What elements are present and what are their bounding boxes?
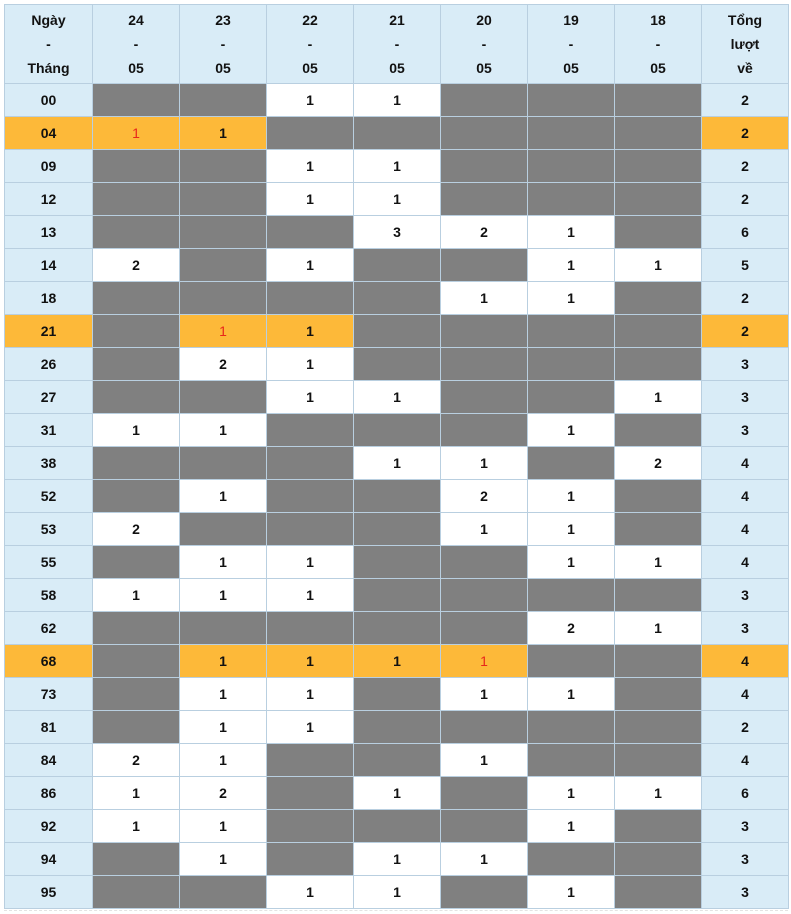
count-cell: 1 <box>180 546 267 579</box>
count-cell <box>93 645 180 678</box>
count-cell: 1 <box>354 843 441 876</box>
count-cell <box>93 216 180 249</box>
row-number: 73 <box>5 678 93 711</box>
row-number: 21 <box>5 315 93 348</box>
count-cell <box>615 183 702 216</box>
count-cell <box>354 678 441 711</box>
row-total: 2 <box>702 150 789 183</box>
count-cell <box>441 117 528 150</box>
row-total: 6 <box>702 216 789 249</box>
count-cell <box>93 843 180 876</box>
table-row <box>5 249 789 282</box>
count-cell: 1 <box>180 678 267 711</box>
row-total: 2 <box>702 282 789 315</box>
count-cell: 1 <box>180 579 267 612</box>
count-cell <box>180 282 267 315</box>
count-cell: 1 <box>267 348 354 381</box>
table-body <box>5 84 789 909</box>
count-cell <box>93 612 180 645</box>
count-cell <box>267 216 354 249</box>
count-cell <box>93 711 180 744</box>
row-number: 12 <box>5 183 93 216</box>
count-cell <box>441 183 528 216</box>
count-cell: 1 <box>615 249 702 282</box>
count-cell <box>528 711 615 744</box>
count-cell <box>615 678 702 711</box>
count-cell: 1 <box>615 546 702 579</box>
row-number: 86 <box>5 777 93 810</box>
count-cell: 1 <box>180 117 267 150</box>
count-cell: 1 <box>441 282 528 315</box>
count-cell <box>441 84 528 117</box>
count-cell <box>267 447 354 480</box>
count-cell: 1 <box>180 744 267 777</box>
row-total: 4 <box>702 678 789 711</box>
header-total: Tổng lượt về <box>702 5 789 84</box>
count-cell <box>615 711 702 744</box>
count-cell: 2 <box>615 447 702 480</box>
count-cell <box>528 447 615 480</box>
row-total: 4 <box>702 513 789 546</box>
row-number: 13 <box>5 216 93 249</box>
table-row <box>5 546 789 579</box>
count-cell: 2 <box>180 348 267 381</box>
count-cell: 1 <box>354 183 441 216</box>
count-cell: 1 <box>267 381 354 414</box>
count-cell <box>180 612 267 645</box>
count-cell: 1 <box>180 480 267 513</box>
row-total: 2 <box>702 84 789 117</box>
header-date-1: 23 - 05 <box>180 5 267 84</box>
row-number: 31 <box>5 414 93 447</box>
count-cell <box>528 315 615 348</box>
count-cell <box>93 447 180 480</box>
count-cell <box>354 579 441 612</box>
header-date-3: 21 - 05 <box>354 5 441 84</box>
count-cell <box>267 777 354 810</box>
count-cell <box>615 579 702 612</box>
count-cell <box>354 249 441 282</box>
table-row <box>5 315 789 348</box>
count-cell: 1 <box>180 810 267 843</box>
count-cell <box>528 348 615 381</box>
count-cell: 1 <box>528 876 615 909</box>
count-cell: 1 <box>180 414 267 447</box>
count-cell <box>615 84 702 117</box>
count-cell: 1 <box>93 579 180 612</box>
count-cell <box>267 843 354 876</box>
count-cell <box>615 810 702 843</box>
count-cell: 1 <box>267 711 354 744</box>
table-row <box>5 117 789 150</box>
row-total: 4 <box>702 447 789 480</box>
count-cell <box>528 381 615 414</box>
table-row <box>5 711 789 744</box>
count-cell: 1 <box>93 777 180 810</box>
count-cell <box>354 414 441 447</box>
count-cell: 1 <box>267 876 354 909</box>
count-cell: 1 <box>528 678 615 711</box>
frequency-table <box>4 4 789 909</box>
count-cell: 2 <box>180 777 267 810</box>
count-cell <box>615 513 702 546</box>
count-cell <box>267 117 354 150</box>
count-cell: 2 <box>441 216 528 249</box>
row-number: 84 <box>5 744 93 777</box>
count-cell <box>615 282 702 315</box>
count-cell: 3 <box>354 216 441 249</box>
count-cell: 1 <box>528 414 615 447</box>
count-cell <box>615 315 702 348</box>
count-cell: 1 <box>267 150 354 183</box>
table-row <box>5 876 789 909</box>
table-row <box>5 843 789 876</box>
count-cell: 1 <box>180 645 267 678</box>
count-cell: 1 <box>441 843 528 876</box>
table-row <box>5 282 789 315</box>
row-total: 5 <box>702 249 789 282</box>
count-cell <box>354 810 441 843</box>
count-cell: 1 <box>528 249 615 282</box>
row-total: 3 <box>702 579 789 612</box>
count-cell: 1 <box>93 414 180 447</box>
row-number: 18 <box>5 282 93 315</box>
count-cell: 1 <box>615 612 702 645</box>
count-cell: 1 <box>441 513 528 546</box>
table-row <box>5 678 789 711</box>
row-total: 3 <box>702 876 789 909</box>
count-cell: 1 <box>528 513 615 546</box>
row-number: 58 <box>5 579 93 612</box>
row-total: 3 <box>702 843 789 876</box>
count-cell <box>528 645 615 678</box>
count-cell <box>441 348 528 381</box>
count-cell: 1 <box>441 678 528 711</box>
count-cell <box>441 876 528 909</box>
row-total: 4 <box>702 546 789 579</box>
header-date-6: 18 - 05 <box>615 5 702 84</box>
count-cell: 1 <box>267 183 354 216</box>
count-cell: 2 <box>93 513 180 546</box>
count-cell <box>93 546 180 579</box>
row-number: 92 <box>5 810 93 843</box>
count-cell <box>267 612 354 645</box>
table-row <box>5 744 789 777</box>
count-cell <box>180 150 267 183</box>
count-cell <box>528 843 615 876</box>
count-cell: 1 <box>354 381 441 414</box>
table-row <box>5 810 789 843</box>
count-cell <box>441 249 528 282</box>
count-cell: 1 <box>615 777 702 810</box>
count-cell: 1 <box>441 645 528 678</box>
count-cell: 1 <box>528 810 615 843</box>
count-cell <box>180 876 267 909</box>
count-cell <box>93 348 180 381</box>
count-cell: 2 <box>93 249 180 282</box>
count-cell <box>528 744 615 777</box>
count-cell <box>528 117 615 150</box>
count-cell: 1 <box>267 579 354 612</box>
row-number: 38 <box>5 447 93 480</box>
row-number: 09 <box>5 150 93 183</box>
count-cell <box>354 612 441 645</box>
count-cell <box>354 117 441 150</box>
row-number: 14 <box>5 249 93 282</box>
count-cell: 1 <box>267 84 354 117</box>
table-row <box>5 216 789 249</box>
row-total: 2 <box>702 183 789 216</box>
table-row <box>5 381 789 414</box>
table-row <box>5 579 789 612</box>
count-cell <box>615 876 702 909</box>
row-number: 94 <box>5 843 93 876</box>
count-cell <box>93 876 180 909</box>
count-cell <box>615 480 702 513</box>
row-total: 4 <box>702 744 789 777</box>
count-cell <box>615 150 702 183</box>
row-total: 2 <box>702 315 789 348</box>
row-number: 26 <box>5 348 93 381</box>
row-number: 53 <box>5 513 93 546</box>
header-day-month: Ngày - Tháng <box>5 5 93 84</box>
count-cell <box>93 84 180 117</box>
count-cell <box>615 414 702 447</box>
count-cell <box>93 315 180 348</box>
count-cell <box>93 678 180 711</box>
count-cell: 2 <box>528 612 615 645</box>
table-row <box>5 480 789 513</box>
count-cell: 1 <box>528 480 615 513</box>
count-cell <box>354 744 441 777</box>
count-cell <box>267 282 354 315</box>
count-cell <box>267 480 354 513</box>
count-cell <box>354 315 441 348</box>
count-cell <box>180 183 267 216</box>
row-number: 62 <box>5 612 93 645</box>
row-number: 68 <box>5 645 93 678</box>
count-cell <box>441 810 528 843</box>
table-row <box>5 414 789 447</box>
count-cell: 1 <box>180 315 267 348</box>
count-cell <box>267 744 354 777</box>
count-cell <box>93 282 180 315</box>
count-cell <box>93 480 180 513</box>
count-cell <box>180 447 267 480</box>
count-cell: 1 <box>267 315 354 348</box>
count-cell <box>267 810 354 843</box>
count-cell <box>615 744 702 777</box>
header-date-2: 22 - 05 <box>267 5 354 84</box>
count-cell <box>93 183 180 216</box>
count-cell <box>615 216 702 249</box>
count-cell: 1 <box>528 777 615 810</box>
count-cell: 1 <box>441 744 528 777</box>
count-cell <box>441 315 528 348</box>
count-cell: 1 <box>354 447 441 480</box>
count-cell: 1 <box>441 447 528 480</box>
count-cell <box>180 381 267 414</box>
count-cell <box>615 645 702 678</box>
row-total: 3 <box>702 810 789 843</box>
row-number: 00 <box>5 84 93 117</box>
divider <box>4 910 788 912</box>
count-cell: 1 <box>354 645 441 678</box>
header-date-0: 24 - 05 <box>93 5 180 84</box>
row-total: 2 <box>702 117 789 150</box>
row-number: 95 <box>5 876 93 909</box>
row-number: 55 <box>5 546 93 579</box>
row-number: 52 <box>5 480 93 513</box>
count-cell <box>441 150 528 183</box>
count-cell <box>528 84 615 117</box>
count-cell <box>93 381 180 414</box>
count-cell <box>615 843 702 876</box>
count-cell <box>528 150 615 183</box>
count-cell: 1 <box>354 150 441 183</box>
table-row <box>5 513 789 546</box>
count-cell <box>441 381 528 414</box>
count-cell <box>354 282 441 315</box>
count-cell: 1 <box>354 777 441 810</box>
row-number: 27 <box>5 381 93 414</box>
count-cell <box>354 513 441 546</box>
count-cell <box>267 414 354 447</box>
count-cell: 1 <box>93 810 180 843</box>
count-cell <box>441 579 528 612</box>
count-cell <box>528 183 615 216</box>
row-number: 81 <box>5 711 93 744</box>
row-total: 4 <box>702 645 789 678</box>
table-row <box>5 645 789 678</box>
count-cell: 1 <box>93 117 180 150</box>
count-cell: 1 <box>615 381 702 414</box>
table-row <box>5 777 789 810</box>
count-cell <box>180 249 267 282</box>
row-total: 2 <box>702 711 789 744</box>
row-total: 3 <box>702 612 789 645</box>
table-row <box>5 183 789 216</box>
count-cell: 1 <box>528 216 615 249</box>
count-cell: 1 <box>180 843 267 876</box>
count-cell: 1 <box>180 711 267 744</box>
count-cell: 1 <box>528 546 615 579</box>
count-cell <box>93 150 180 183</box>
table-row <box>5 84 789 117</box>
count-cell: 1 <box>354 84 441 117</box>
header-date-4: 20 - 05 <box>441 5 528 84</box>
count-cell: 1 <box>267 546 354 579</box>
row-number: 04 <box>5 117 93 150</box>
row-total: 6 <box>702 777 789 810</box>
count-cell <box>267 513 354 546</box>
count-cell: 1 <box>528 282 615 315</box>
count-cell <box>615 117 702 150</box>
count-cell <box>354 480 441 513</box>
table-row <box>5 150 789 183</box>
count-cell: 1 <box>267 645 354 678</box>
count-cell <box>354 546 441 579</box>
count-cell: 1 <box>354 876 441 909</box>
count-cell <box>354 711 441 744</box>
row-total: 3 <box>702 348 789 381</box>
count-cell <box>180 216 267 249</box>
count-cell <box>441 612 528 645</box>
row-total: 4 <box>702 480 789 513</box>
header-row <box>5 5 789 84</box>
count-cell: 2 <box>93 744 180 777</box>
count-cell: 1 <box>267 678 354 711</box>
count-cell <box>528 579 615 612</box>
count-cell: 1 <box>267 249 354 282</box>
row-total: 3 <box>702 381 789 414</box>
header-date-5: 19 - 05 <box>528 5 615 84</box>
count-cell <box>441 546 528 579</box>
count-cell <box>615 348 702 381</box>
count-cell <box>180 513 267 546</box>
row-total: 3 <box>702 414 789 447</box>
count-cell <box>441 414 528 447</box>
table-row <box>5 612 789 645</box>
count-cell <box>441 711 528 744</box>
table-row <box>5 447 789 480</box>
count-cell <box>441 777 528 810</box>
count-cell <box>180 84 267 117</box>
table-row <box>5 348 789 381</box>
count-cell <box>354 348 441 381</box>
count-cell: 2 <box>441 480 528 513</box>
